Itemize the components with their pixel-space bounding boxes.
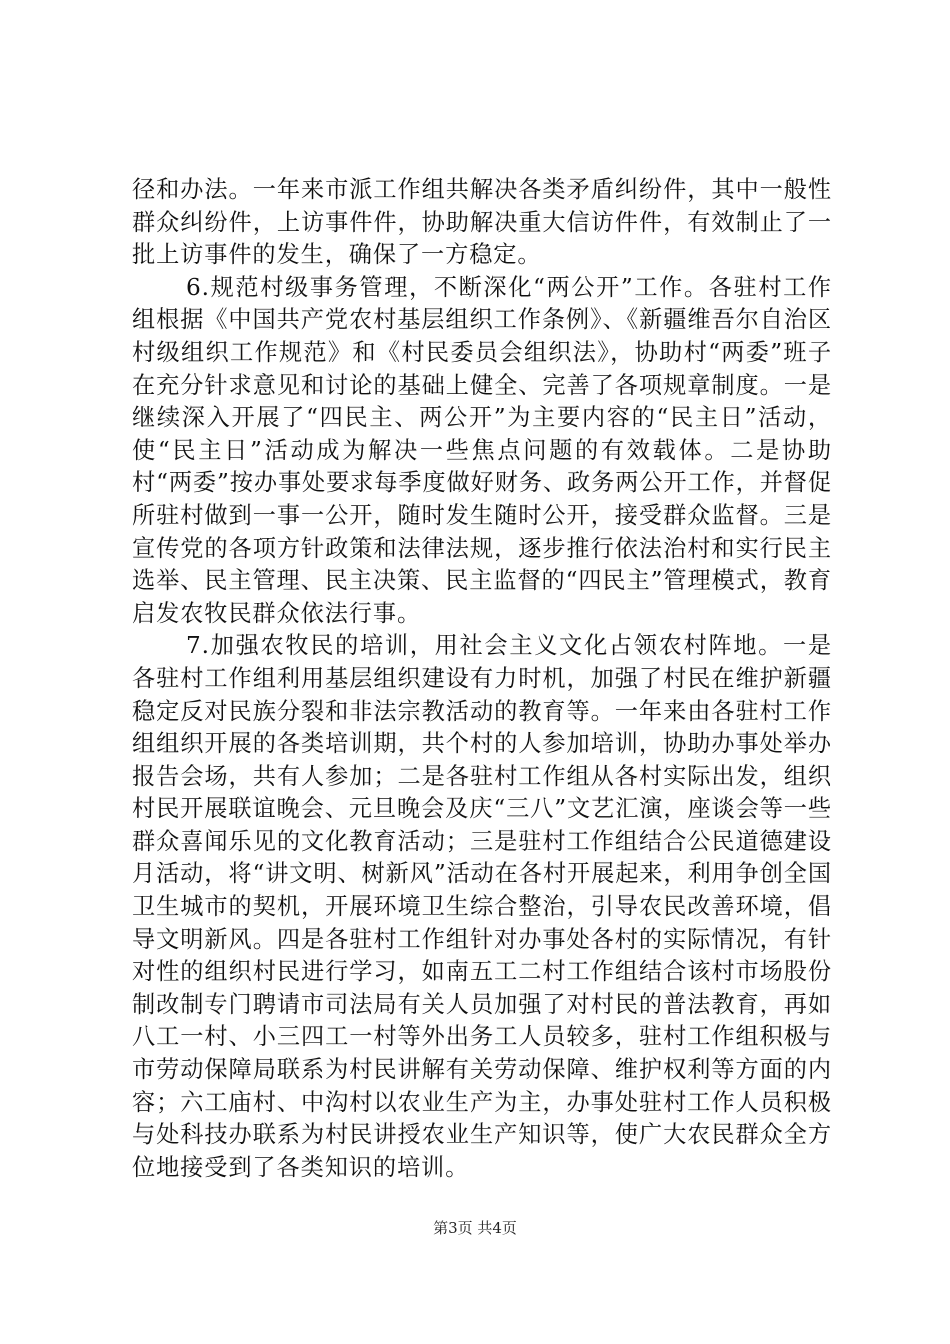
page-number-label: 第3页 共4页 [433,1219,517,1237]
paragraph-continuation: 径和办法。一年来市派工作组共解决各类矛盾纠纷件，其中一般性群众纠纷件，上访事件件，协助解决重大信访件件，有效制止了一批上访事件的发生，确保了一方稳定。 [132,176,832,269]
paragraph-item-7: 7.加强农牧民的培训，用社会主义文化占领农村阵地。一是各驻村工作组利用基层组织建设有力时机，加强了村民在维护新疆稳定反对民族分裂和非法宗教活动的教育等。一年来由各驻村工作组组织开展的各类培训期，共个村的人参加培训，协助办事处举办报告会场，共有人参加；二是各驻村工作组从各村实际出发，组织村民开展联谊晚会、元旦晚会及庆“三八”文艺汇演，座谈会等一些群众喜闻乐见的文化教育活动；三是驻村工作组结合公民道德建设月活动，将“讲文明、树新风”活动在各村开展起来，利用争创全国卫生城市的契机，开展环境卫生综合整治，引导农民改善环境，倡导文明新风。四是各驻村工作组针对办事处各村的实际情况，有针对性的组织村民进行学习，如南五工二村工作组结合该村市场股份制改制专门聘请市司法局有关人员加强了对村民的普法教育，再如八工一村、小三四工一村等外出务工人员较多，驻村工作组积极与市劳动保障局联系为村民讲解有关劳动保障、维护权利等方面的内容；六工庙村、中沟村以农业生产为主，办事处驻村工作人员积极与处科技办联系为村民讲授农业生产知识等，使广大农民群众全方位地接受到了各类知识的培训。 [132,632,832,1181]
document-body [132,174,832,1184]
paragraph-item-6: 6.规范村级事务管理，不断深化“两公开”工作。各驻村工作组根据《中国共产党农村基层组织工作条例》、《新疆维吾尔自治区村级组织工作规范》和《村民委员会组织法》，协助村“两委”班子在充分针求意见和讨论的基础上健全、完善了各项规章制度。一是继续深入开展了“四民主、两公开”为主要内容的“民主日”活动，使“民主日”活动成为解决一些焦点问题的有效载体。二是协助村“两委”按办事处要求每季度做好财务、政务两公开工作，并督促所驻村做到一事一公开，随时发生随时公开，接受群众监督。三是宣传党的各项方针政策和法律法规，逐步推行依法治村和实行民主选举、民主管理、民主决策、民主监督的“四民主”管理模式，教育启发农牧民群众依法行事。 [132,273,832,627]
page-footer [0,1218,950,1238]
